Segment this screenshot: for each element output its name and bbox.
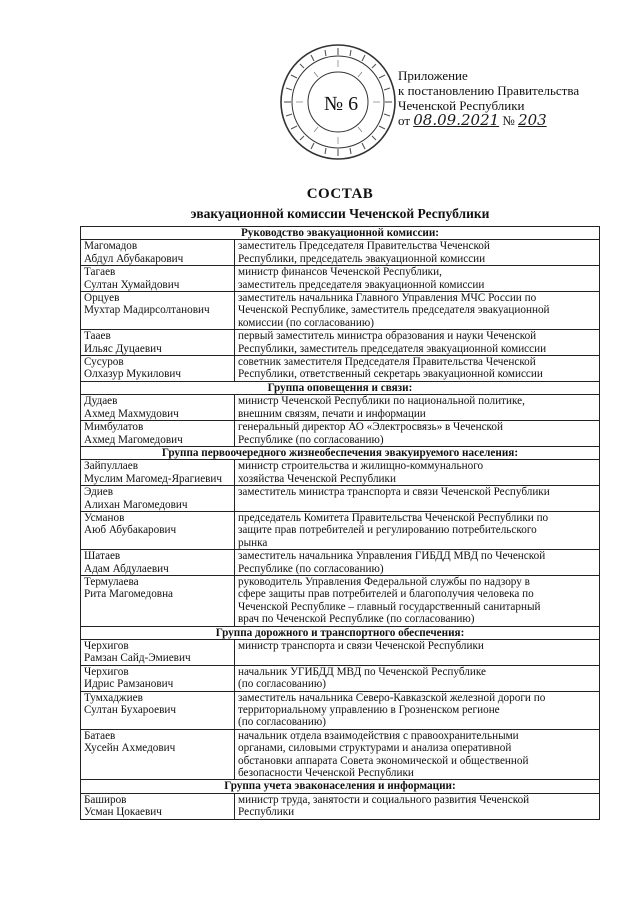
member-role-line: министр Чеченской Республики по национальной политике,: [238, 395, 525, 408]
member-role-cell: [235, 575, 600, 626]
commission-roster-table: [80, 226, 600, 820]
member-role-line: Республики, заместитель председателя эвакуационной комиссии: [238, 342, 547, 355]
member-role-line: заместитель председателя эвакуационной комиссии: [238, 278, 485, 291]
appendix-block: [398, 68, 579, 128]
member-given-names: Ильяс Дуцаевич: [84, 342, 162, 355]
member-role-line: первый заместитель министра образования и науки Чеченской: [238, 330, 537, 343]
member-given-names: Идрис Рамзанович: [84, 678, 174, 691]
member-role-cell: [235, 691, 600, 729]
member-role-cell: [235, 550, 600, 576]
member-surname: Магомадов: [84, 240, 138, 253]
member-row: [81, 330, 600, 356]
section-heading-row: [81, 626, 600, 639]
member-row: [81, 575, 600, 626]
member-name-cell: [81, 330, 235, 356]
member-role-line: территориальному управлению в Грозненском регионе: [238, 704, 500, 717]
member-role-line: защите прав потребителей и регулированию потребительского: [238, 524, 537, 537]
member-role-cell: [235, 729, 600, 780]
member-role-cell: [235, 421, 600, 447]
member-surname: Орцуев: [84, 292, 120, 305]
member-surname: Зайпуллаев: [84, 460, 139, 473]
member-name-cell: [81, 356, 235, 382]
member-surname: Шатаев: [84, 550, 121, 563]
member-row: [81, 793, 600, 819]
member-role-line: министр финансов Чеченской Республики,: [238, 266, 442, 279]
member-name-cell: [81, 240, 235, 266]
member-surname: Сусуров: [84, 356, 124, 369]
member-row: [81, 691, 600, 729]
member-role-line: внешним связям, печати и информации: [238, 407, 426, 420]
member-role-line: хозяйства Чеченской Республики: [238, 472, 396, 485]
member-name-cell: [81, 395, 235, 421]
member-row: [81, 665, 600, 691]
appendix-line-2: к постановлению Правительства: [398, 83, 580, 98]
appendix-line-3: Чеченской Республики: [398, 98, 525, 113]
section-heading: Группа первоочередного жизнеобеспечения эвакуируемого населения:: [81, 446, 600, 459]
member-role-cell: [235, 793, 600, 819]
member-role-line: сфере защиты прав потребителей и благополучия человека по: [238, 588, 534, 601]
member-surname: Тумхаджиев: [84, 691, 143, 704]
roster-body: [81, 227, 600, 820]
member-role-line: председатель Комитета Правительства Чеченской Республики по: [238, 511, 549, 524]
member-name-cell: [81, 292, 235, 330]
member-row: [81, 395, 600, 421]
member-role-cell: [235, 511, 600, 549]
member-role-line: (по согласованию): [238, 678, 326, 691]
member-surname: Эдиев: [84, 486, 114, 499]
section-heading: Группа учета эваконаселения и информации:: [81, 780, 600, 793]
member-role-line: руководитель Управления Федеральной службы по надзору в: [238, 575, 530, 588]
member-role-line: министр труда, занятости и социального развития Чеченской: [238, 793, 530, 806]
member-role-line: Республики, ответственный секретарь эвакуационной комиссии: [238, 368, 543, 381]
member-role-line: Республики, председатель эвакуационной комиссии: [238, 252, 486, 265]
member-name-cell: [81, 550, 235, 576]
member-role-line: заместитель начальника Северо-Кавказской железной дороги по: [238, 691, 546, 704]
member-role-cell: [235, 395, 600, 421]
member-role-line: врач по Чеченской Республике (по согласованию): [238, 613, 475, 626]
section-heading-row: [81, 446, 600, 459]
seal-number: № 6: [324, 93, 359, 115]
member-given-names: Ахмед Махмудович: [84, 407, 179, 420]
member-surname: Термулаева: [84, 575, 139, 588]
member-role-line: министр строительства и жилищно-коммунального: [238, 460, 484, 473]
member-role-cell: [235, 356, 600, 382]
member-given-names: Рита Магомедовна: [84, 588, 174, 601]
member-surname: Дудаев: [84, 395, 118, 408]
member-surname: Баширов: [84, 793, 127, 806]
member-name-cell: [81, 691, 235, 729]
member-row: [81, 550, 600, 576]
member-row: [81, 292, 600, 330]
member-row: [81, 421, 600, 447]
section-heading-row: [81, 780, 600, 793]
handwritten-date: 08.09.2021: [413, 111, 500, 129]
member-role-line: генеральный директор АО «Электросвязь» в Чеченской: [238, 421, 503, 434]
member-name-cell: [81, 729, 235, 780]
member-role-line: обстановки аппарата Совета экономической и общественной: [238, 754, 529, 767]
member-role-cell: [235, 266, 600, 292]
member-row: [81, 729, 600, 780]
member-role-line: министр транспорта и связи Чеченской Республики: [238, 640, 484, 652]
member-role-line: Республики: [238, 806, 295, 819]
member-role-line: комиссии (по согласованию): [238, 316, 374, 329]
member-role-cell: [235, 486, 600, 512]
member-surname: Черхигов: [84, 665, 129, 678]
member-row: [81, 356, 600, 382]
member-surname: Тагаев: [84, 266, 116, 279]
member-surname: Батаев: [84, 729, 116, 742]
member-role-cell: [235, 460, 600, 486]
document-title: СОСТАВ: [306, 186, 374, 202]
member-role-line: заместитель министра транспорта и связи Чеченской Республики: [238, 486, 550, 499]
member-given-names: Султан Хумайдович: [84, 278, 180, 291]
member-name-cell: [81, 575, 235, 626]
member-role-cell: [235, 292, 600, 330]
member-role-line: Чеченской Республике, заместитель председателя эвакуационной: [238, 304, 550, 317]
member-row: [81, 460, 600, 486]
member-given-names: Муслим Магомед-Ярагиевич: [84, 472, 223, 485]
member-role-line: начальник отдела взаимодействия с правоохранительными: [238, 729, 519, 742]
section-heading-row: [81, 227, 600, 240]
member-surname: Тааев: [84, 330, 111, 343]
appendix-date-line: [398, 113, 579, 128]
member-row: [81, 266, 600, 292]
member-given-names: Алихан Магомедович: [84, 498, 188, 511]
member-role-line: рынка: [238, 536, 268, 549]
member-role-line: заместитель Председателя Правительства Чеченской: [238, 240, 490, 253]
member-role-line: Республике (по согласованию): [238, 562, 384, 575]
member-surname: Мимбулатов: [84, 421, 144, 434]
member-name-cell: [81, 511, 235, 549]
member-role-cell: [235, 240, 600, 266]
member-name-cell: [81, 665, 235, 691]
member-name-cell: [81, 486, 235, 512]
member-role-line: Республике (по согласованию): [238, 433, 384, 446]
member-given-names: Абдул Абубакарович: [84, 252, 184, 265]
member-row: [81, 240, 600, 266]
section-heading: Группа дорожного и транспортного обеспечения:: [81, 626, 600, 639]
member-given-names: Хусейн Ахмедович: [84, 742, 176, 755]
member-role-line: (по согласованию): [238, 716, 326, 729]
member-surname: Черхигов: [84, 640, 129, 652]
member-role-line: органами, силовыми структурами и анализа оперативной: [238, 742, 512, 755]
member-name-cell: [81, 421, 235, 447]
member-given-names: Ахмед Магомедович: [84, 433, 183, 446]
member-role-cell: [235, 640, 600, 666]
date-prefix: от: [398, 113, 411, 128]
member-given-names: Мухтар Мадирсолтанович: [84, 304, 210, 317]
appendix-title: Приложение: [398, 68, 468, 83]
member-role-line: Чеченской Республике – главный государственный санитарный: [238, 600, 541, 613]
member-row: [81, 511, 600, 549]
member-name-cell: [81, 793, 235, 819]
member-name-cell: [81, 640, 235, 666]
member-role-cell: [235, 665, 600, 691]
member-given-names: Рамзан Сайд-Эмиевич: [84, 652, 191, 665]
handwritten-number: 203: [518, 111, 547, 129]
member-surname: Усманов: [84, 511, 125, 524]
member-given-names: Адам Абдулаевич: [84, 562, 169, 575]
section-heading: Группа оповещения и связи:: [81, 381, 600, 394]
number-prefix: №: [502, 113, 515, 128]
member-role-cell: [235, 330, 600, 356]
section-heading-row: [81, 381, 600, 394]
member-name-cell: [81, 266, 235, 292]
member-role-line: безопасности Чеченской Республики: [238, 767, 414, 780]
member-role-line: советник заместителя Председателя Правительства Чеченской: [238, 356, 536, 369]
member-given-names: Усман Цокаевич: [84, 806, 162, 819]
member-role-line: заместитель начальника Главного Управления МЧС России по: [238, 292, 537, 305]
member-role-line: начальник УГИБДД МВД по Чеченской Республике: [238, 665, 486, 678]
member-name-cell: [81, 460, 235, 486]
member-row: [81, 486, 600, 512]
member-row: [81, 640, 600, 666]
member-given-names: Султан Бухароевич: [84, 704, 176, 717]
member-role-line: заместитель начальника Управления ГИБДД МВД по Чеченской: [238, 550, 546, 563]
document-subtitle: эвакуационной комиссии Чеченской Республики: [190, 206, 490, 221]
section-heading: Руководство эвакуационной комиссии:: [81, 227, 600, 240]
member-given-names: Олхазур Мукилович: [84, 368, 181, 381]
member-given-names: Аюб Абубакарович: [84, 524, 177, 537]
